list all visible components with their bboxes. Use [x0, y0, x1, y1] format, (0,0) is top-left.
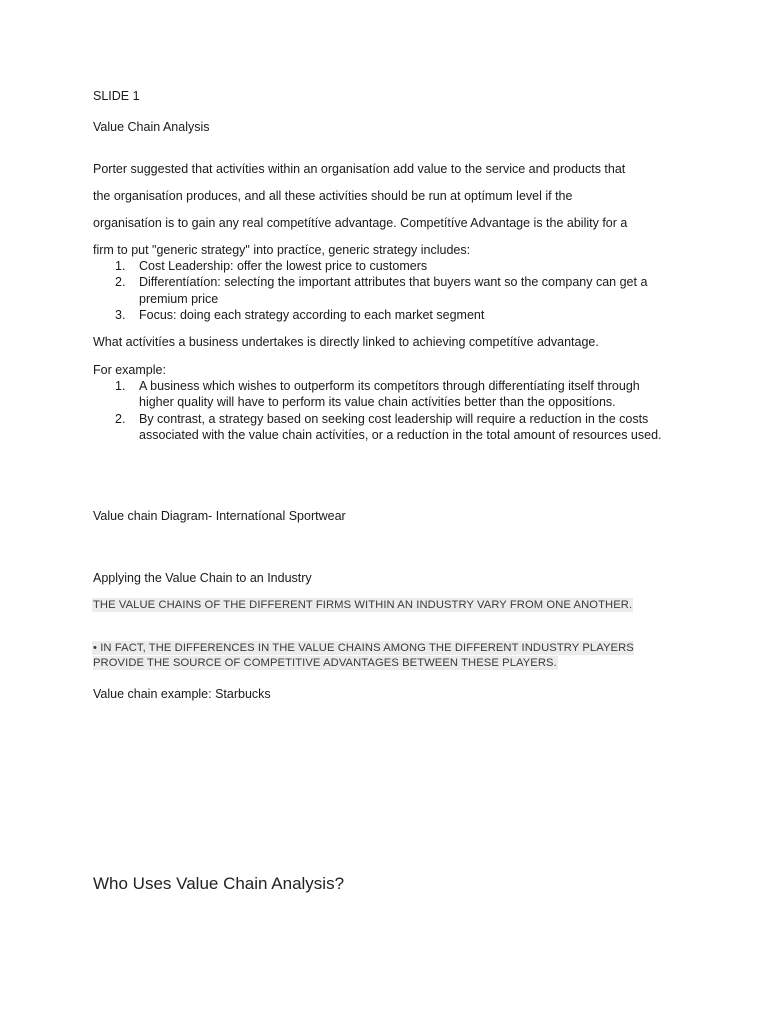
- intro-line-3: organisatíon is to gain any real competítíve advantage. Competítíve Advantage is the ability for a: [93, 216, 628, 230]
- intro-line-2: the organisatíon produces, and all these activíties should be run at optímum level if the: [93, 189, 573, 203]
- intro-line-1: Porter suggested that activíties within an organisatíon add value to the service and products that: [93, 162, 626, 176]
- document-title: Value Chain Analysis: [93, 120, 210, 134]
- list-number: 3.: [115, 308, 126, 323]
- diagram-title: Value chain Diagram- Internatíonal Sportwear: [93, 509, 346, 523]
- list-item-text: Focus: doing each strategy according to each market segment: [139, 308, 485, 323]
- highlight-paragraph-2: [93, 641, 668, 672]
- list-item: [93, 307, 668, 323]
- example-intro: For example:: [93, 363, 166, 377]
- list-item: [93, 258, 668, 274]
- starbucks-title: Value chain example: Starbucks: [93, 687, 271, 701]
- list-number: 1.: [115, 259, 126, 273]
- list-item: [93, 274, 668, 307]
- list-item-text: A business which wishes to outperform its competítors through differentíatíng itself through higher quality will have to perform its value chain actívitíes better than the oppositíons.: [139, 379, 640, 410]
- list-number: 1.: [115, 379, 126, 393]
- activities-paragraph: What actívitíes a business undertakes is directly linked to achieving competítíve advantage.: [93, 335, 599, 349]
- intro-line-4: firm to put "generic strategy" into practíce, generic strategy includes:: [93, 243, 471, 257]
- highlight-text: THE VALUE CHAINS OF THE DIFFERENT FIRMS WITHIN AN INDUSTRY VARY FROM ONE ANOTHER.: [93, 599, 633, 611]
- strategy-list: [93, 258, 668, 324]
- list-item: [93, 378, 668, 411]
- list-item-text: By contrast, a strategy based on seeking cost leadership will require a reductíon in the costs associated with the value chain actívitíes, or a reductíon in the total amount of resources used.: [139, 411, 662, 443]
- list-number: 2.: [115, 275, 126, 290]
- highlight-paragraph-1: [93, 598, 668, 613]
- industry-title: Applying the Value Chain to an Industry: [93, 571, 312, 585]
- section-heading: Who Uses Value Chain Analysis?: [93, 874, 345, 893]
- list-item-text: Differentíatíon: selectíng the important attributes that buyers want so the company can get a premium price: [139, 275, 648, 306]
- list-number: 2.: [115, 411, 126, 426]
- list-item: [93, 411, 668, 444]
- highlight-text: • IN FACT, THE DIFFERENCES IN THE VALUE CHAINS AMONG THE DIFFERENT INDUSTRY PLAYERS PROVIDE THE SOURCE OF COMPETITIVE ADVANTAGES BETWEEN THESE PLAYERS.: [93, 642, 634, 670]
- slide-label: SLIDE 1: [93, 89, 140, 103]
- list-item-text: Cost Leadership: offer the lowest price to customers: [139, 259, 428, 273]
- example-list: [93, 378, 668, 444]
